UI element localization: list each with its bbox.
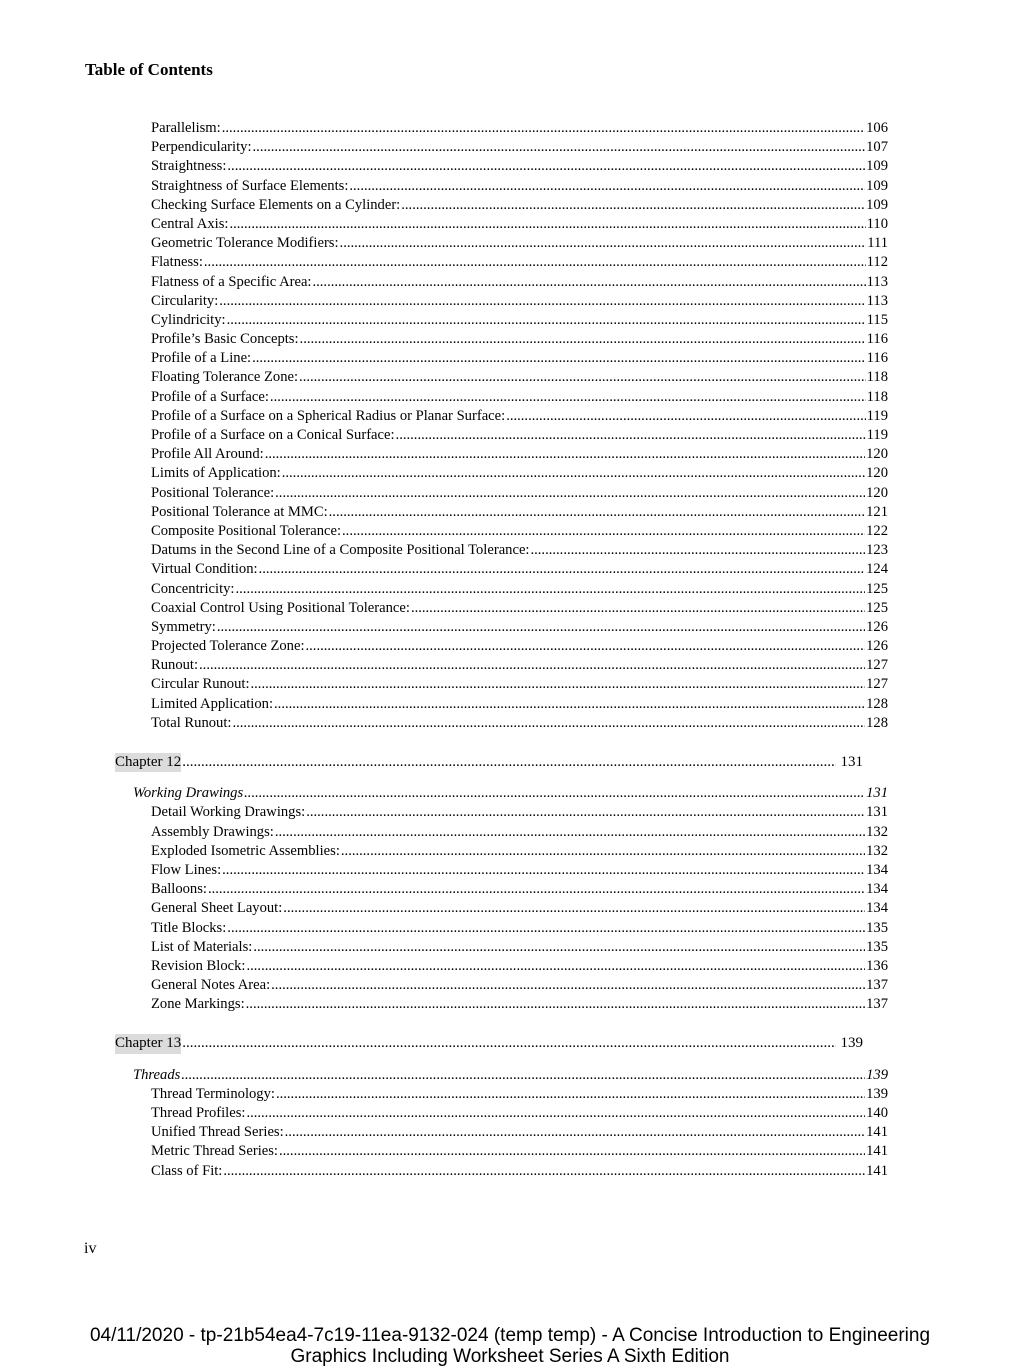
toc-entry[interactable]: [151, 330, 888, 349]
chapter-title[interactable]: Chapter 12: [115, 753, 181, 772]
leader-dots: [204, 253, 866, 272]
entry-title[interactable]: List of Materials:: [151, 938, 253, 955]
toc-group-chapter-12-entries: [0, 803, 1020, 1014]
leader-dots: [244, 784, 865, 803]
entry-title[interactable]: Composite Positional Tolerance:: [151, 522, 342, 539]
leader-dots: [285, 1123, 865, 1142]
entry-page: 128: [866, 714, 888, 731]
entry-title[interactable]: Projected Tolerance Zone:: [151, 638, 305, 655]
leader-dots: [506, 407, 865, 426]
entry-page: 119: [866, 407, 888, 424]
leader-dots: [182, 753, 835, 772]
toc-entry[interactable]: [151, 215, 888, 234]
entry-title[interactable]: Parallelism:: [151, 120, 221, 136]
toc-entry[interactable]: [151, 1123, 888, 1142]
toc-entry[interactable]: [151, 368, 888, 387]
leader-dots: [341, 842, 865, 861]
toc-entry[interactable]: [151, 976, 888, 995]
entry-page: 106: [866, 120, 888, 136]
toc-entry[interactable]: [151, 656, 888, 675]
leader-dots: [229, 215, 865, 234]
toc-entry[interactable]: [151, 637, 888, 656]
entry-title[interactable]: Circularity:: [151, 292, 219, 309]
entry-title[interactable]: Symmetry:: [151, 618, 216, 635]
leader-dots: [299, 368, 866, 387]
toc-entry[interactable]: [151, 580, 888, 599]
entry-page: 122: [866, 522, 888, 539]
toc-section-threads[interactable]: [133, 1066, 888, 1085]
toc-group-chapter-11-entries: [0, 119, 1020, 733]
entry-page: 141: [866, 1162, 888, 1179]
toc-entry[interactable]: [151, 484, 888, 503]
table-of-contents: [0, 119, 1020, 1181]
entry-page: 109: [866, 158, 888, 175]
entry-page: 125: [866, 599, 888, 616]
leader-dots: [246, 957, 865, 976]
leader-dots: [217, 618, 865, 637]
footer-line-2: Graphics Including Worksheet Series A Sixth Edition: [290, 1346, 730, 1367]
entry-title[interactable]: Total Runout:: [151, 714, 232, 731]
toc-group-chapter-13-entries: [0, 1085, 1020, 1181]
toc-entry[interactable]: [151, 311, 888, 330]
leader-dots: [182, 1034, 835, 1053]
entry-title[interactable]: Class of Fit:: [151, 1162, 223, 1179]
leader-dots: [274, 695, 865, 714]
section-page: 139: [866, 1066, 888, 1083]
toc-entry[interactable]: [151, 714, 888, 733]
entry-page: 115: [866, 311, 888, 328]
leader-dots: [227, 157, 865, 176]
entry-title[interactable]: Limited Application:: [151, 695, 274, 712]
leader-dots: [396, 426, 866, 445]
section-title[interactable]: Threads: [133, 1066, 181, 1083]
leader-dots: [349, 177, 865, 196]
entry-page: 137: [866, 996, 888, 1013]
toc-entry[interactable]: [151, 957, 888, 976]
entry-page: 127: [866, 676, 888, 693]
leader-dots: [283, 899, 865, 918]
entry-title[interactable]: Limits of Application:: [151, 465, 281, 482]
entry-title[interactable]: Metric Thread Series:: [151, 1143, 278, 1160]
entry-page: 113: [866, 273, 888, 290]
entry-title[interactable]: Profile of a Surface on a Conical Surface:: [151, 427, 395, 443]
entry-page: 116: [866, 331, 888, 348]
entry-page: 113: [866, 292, 888, 309]
entry-title[interactable]: Thread Terminology:: [151, 1085, 275, 1102]
entry-page: 127: [866, 657, 888, 674]
leader-dots: [282, 464, 865, 483]
entry-title[interactable]: Flatness:: [151, 254, 203, 271]
toc-entry[interactable]: [151, 407, 888, 426]
entry-title[interactable]: Profile of a Line:: [151, 350, 252, 367]
section-title[interactable]: Working Drawings: [133, 785, 244, 802]
entry-page: 134: [866, 881, 888, 898]
chapter-page: 139: [840, 1035, 863, 1052]
entry-title[interactable]: Concentricity:: [151, 580, 235, 597]
entry-page: 109: [866, 196, 888, 213]
entry-page: 128: [866, 695, 888, 712]
entry-title[interactable]: Datums in the Second Line of a Composite Positional Tolerance:: [151, 542, 530, 559]
entry-title[interactable]: Geometric Tolerance Modifiers:: [151, 235, 339, 252]
toc-entry[interactable]: [151, 464, 888, 483]
entry-title[interactable]: Central Axis:: [151, 215, 229, 232]
entry-page: 126: [866, 618, 888, 635]
toc-entry[interactable]: [151, 541, 888, 560]
toc-entry[interactable]: [151, 618, 888, 637]
entry-page: 112: [866, 254, 888, 271]
toc-entry[interactable]: [151, 599, 888, 618]
footer-watermark: [0, 1325, 1020, 1367]
leader-dots: [219, 292, 865, 311]
toc-entry[interactable]: [151, 919, 888, 938]
entry-title[interactable]: General Sheet Layout:: [151, 900, 283, 917]
toc-entry[interactable]: [151, 560, 888, 579]
leader-dots: [340, 234, 867, 253]
leader-dots: [275, 484, 865, 503]
leader-dots: [253, 938, 865, 957]
entry-title[interactable]: Balloons:: [151, 881, 207, 898]
entry-page: 134: [866, 900, 888, 917]
entry-page: 140: [866, 1105, 888, 1121]
entry-title[interactable]: Assembly Drawings:: [151, 823, 274, 840]
leader-dots: [252, 349, 866, 368]
entry-title[interactable]: Profile’s Basic Concepts:: [151, 331, 299, 348]
entry-page: 134: [866, 861, 888, 878]
entry-page: 136: [866, 957, 888, 974]
entry-title[interactable]: Flatness of a Specific Area:: [151, 273, 312, 290]
entry-title[interactable]: Coaxial Control Using Positional Tolerance:: [151, 599, 410, 616]
leader-dots: [275, 823, 865, 842]
chapter-page: 131: [840, 754, 863, 770]
entry-title[interactable]: Virtual Condition:: [151, 561, 258, 578]
toc-entry[interactable]: [151, 273, 888, 292]
entry-page: 116: [866, 350, 888, 367]
entry-title[interactable]: Positional Tolerance at MMC:: [151, 503, 328, 520]
toc-entry[interactable]: [151, 196, 888, 215]
entry-page: 137: [866, 977, 888, 994]
entry-page: 107: [866, 139, 888, 156]
leader-dots: [271, 976, 865, 995]
leader-dots: [312, 273, 865, 292]
toc-entry[interactable]: [151, 803, 888, 822]
entry-page: 111: [867, 235, 888, 252]
leader-dots: [232, 714, 865, 733]
chapter-title[interactable]: Chapter 13: [115, 1034, 181, 1053]
entry-title[interactable]: Floating Tolerance Zone:: [151, 369, 299, 386]
entry-page: 109: [866, 177, 888, 194]
entry-page: 110: [866, 215, 888, 232]
toc-entry[interactable]: [151, 899, 888, 918]
entry-title[interactable]: Perpendicularity:: [151, 139, 252, 156]
toc-entry[interactable]: [151, 388, 888, 407]
leader-dots: [270, 388, 866, 407]
entry-page: 125: [866, 580, 888, 597]
toc-entry[interactable]: [151, 253, 888, 272]
footer-line-1: 04/11/2020 - tp-21b54ea4-7c19-11ea-9132-024 (temp temp) - A Concise Introduction to Engineering: [89, 1325, 931, 1346]
leader-dots: [306, 803, 865, 822]
toc-entry[interactable]: [151, 119, 888, 138]
entry-page: 135: [866, 938, 888, 955]
toc-entry[interactable]: [151, 695, 888, 714]
entry-page: 120: [866, 446, 888, 463]
toc-entry[interactable]: [151, 426, 888, 445]
toc-section-working-drawings[interactable]: [133, 784, 888, 803]
entry-page: 121: [866, 503, 888, 520]
entry-page: 141: [866, 1124, 888, 1141]
page-number: iv: [84, 1240, 97, 1257]
entry-title[interactable]: Straightness of Surface Elements:: [151, 177, 349, 194]
entry-page: 120: [866, 484, 888, 501]
entry-title[interactable]: Circular Runout:: [151, 676, 250, 693]
entry-page: 124: [866, 561, 888, 578]
entry-page: 119: [866, 427, 888, 443]
entry-page: 139: [866, 1085, 888, 1102]
toc-entry[interactable]: [151, 445, 888, 464]
entry-title[interactable]: Profile All Around:: [151, 446, 264, 463]
leader-dots: [530, 541, 865, 560]
toc-chapter-13[interactable]: [115, 1034, 863, 1053]
entry-title[interactable]: General Notes Area:: [151, 977, 271, 994]
toc-chapter-12[interactable]: [115, 753, 863, 772]
entry-page: 120: [866, 465, 888, 482]
entry-title[interactable]: Straightness:: [151, 158, 227, 175]
entry-title[interactable]: Revision Block:: [151, 957, 246, 974]
entry-title[interactable]: Unified Thread Series:: [151, 1124, 284, 1141]
toc-entry[interactable]: [151, 138, 888, 157]
entry-page: 141: [866, 1143, 888, 1160]
toc-entry[interactable]: [151, 823, 888, 842]
toc-entry[interactable]: [151, 880, 888, 899]
leader-dots: [251, 675, 866, 694]
toc-entry[interactable]: [151, 522, 888, 541]
leader-dots: [246, 995, 865, 1014]
leader-dots: [342, 522, 865, 541]
toc-entry[interactable]: [151, 861, 888, 880]
entry-title[interactable]: Zone Markings:: [151, 996, 245, 1013]
entry-title[interactable]: Runout:: [151, 657, 199, 674]
leader-dots: [223, 1162, 865, 1181]
leader-dots: [306, 637, 866, 656]
entry-title[interactable]: Title Blocks:: [151, 919, 227, 936]
entry-page: 118: [866, 369, 888, 386]
toc-entry[interactable]: [151, 675, 888, 694]
toc-entry[interactable]: [151, 292, 888, 311]
leader-dots: [259, 560, 866, 579]
toc-entry[interactable]: [151, 995, 888, 1014]
entry-title[interactable]: Detail Working Drawings:: [151, 804, 306, 821]
entry-title[interactable]: Checking Surface Elements on a Cylinder:: [151, 196, 401, 213]
leader-dots: [222, 119, 865, 138]
entry-page: 135: [866, 919, 888, 936]
leader-dots: [265, 445, 865, 464]
page-title: Table of Contents: [85, 60, 213, 79]
toc-entry[interactable]: [151, 1085, 888, 1104]
toc-entry[interactable]: [151, 1162, 888, 1181]
leader-dots: [246, 1104, 865, 1123]
leader-dots: [227, 919, 865, 938]
toc-entry[interactable]: [151, 234, 888, 253]
toc-entry[interactable]: [151, 842, 888, 861]
entry-title[interactable]: Flow Lines:: [151, 861, 222, 878]
entry-title[interactable]: Cylindricity:: [151, 311, 226, 328]
leader-dots: [181, 1066, 865, 1085]
toc-entry[interactable]: [151, 503, 888, 522]
toc-entry[interactable]: [151, 1142, 888, 1161]
leader-dots: [199, 656, 865, 675]
toc-entry[interactable]: [151, 157, 888, 176]
entry-title[interactable]: Profile of a Surface on a Spherical Radius or Planar Surface:: [151, 407, 506, 424]
toc-entry[interactable]: [151, 1104, 888, 1123]
entry-page: 118: [866, 388, 888, 405]
leader-dots: [411, 599, 865, 618]
leader-dots: [329, 503, 865, 522]
section-page: 131: [866, 785, 888, 802]
leader-dots: [208, 880, 865, 899]
entry-page: 132: [866, 842, 888, 859]
toc-entry[interactable]: [151, 177, 888, 196]
entry-page: 123: [866, 542, 888, 559]
entry-title[interactable]: Thread Profiles:: [151, 1105, 246, 1121]
toc-entry[interactable]: [151, 938, 888, 957]
leader-dots: [300, 330, 866, 349]
entry-title[interactable]: Positional Tolerance:: [151, 484, 275, 501]
leader-dots: [279, 1142, 865, 1161]
toc-entry[interactable]: [151, 349, 888, 368]
entry-page: 132: [866, 823, 888, 840]
leader-dots: [236, 580, 866, 599]
leader-dots: [276, 1085, 865, 1104]
entry-title[interactable]: Profile of a Surface:: [151, 388, 269, 405]
entry-page: 131: [866, 804, 888, 821]
leader-dots: [253, 138, 866, 157]
leader-dots: [227, 311, 866, 330]
entry-title[interactable]: Exploded Isometric Assemblies:: [151, 842, 340, 859]
leader-dots: [222, 861, 865, 880]
leader-dots: [401, 196, 865, 215]
entry-page: 126: [866, 638, 888, 655]
